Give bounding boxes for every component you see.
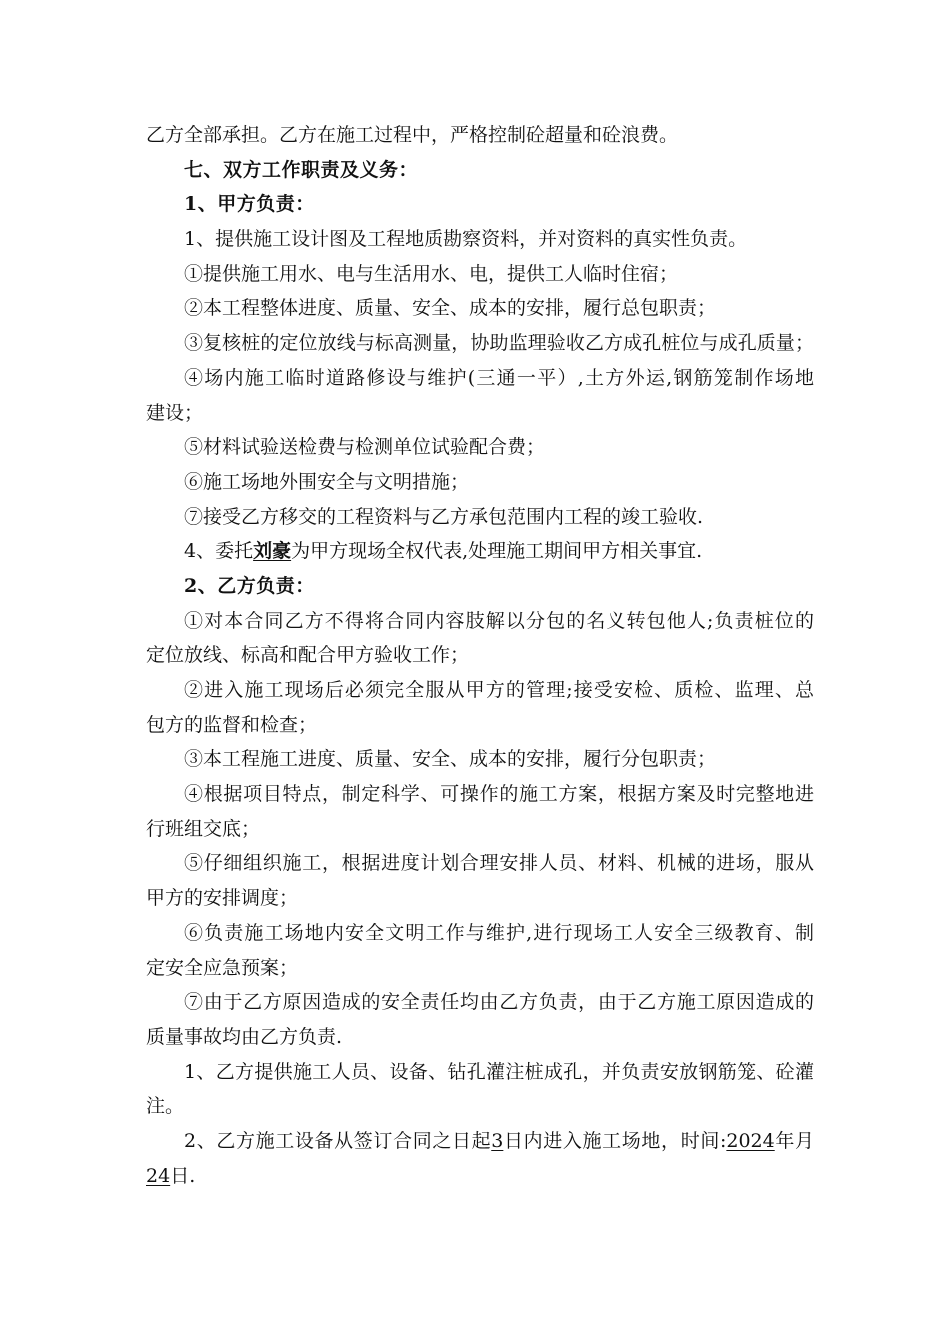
contract-page [146, 118, 814, 1193]
paragraph-line: 1、提供施工设计图及工程地质勘察资料，并对资料的真实性负责。 [184, 228, 748, 251]
list-item-continuation: 质量事故均由乙方负责. [146, 1025, 343, 1048]
paragraph-line [146, 534, 814, 569]
list-item: ⑦由于乙方原因造成的安全责任均由乙方负责，由于乙方施工原因造成的 [184, 991, 814, 1014]
subsection-heading: 2、乙方负责： [184, 574, 315, 597]
list-item: ⑦接受乙方移交的工程资料与乙方承包范围内工程的竣工验收. [184, 505, 704, 528]
text-segment: 日内进入施工场地，时间: [503, 1129, 727, 1152]
paragraph-continuation [146, 1159, 814, 1194]
list-item: ④场内施工临时道路修设与维护(三通一平）,土方外运,钢筋笼制作场地 [184, 366, 814, 389]
text-segment: 年月 [774, 1129, 814, 1152]
text-segment: 为甲方现场全权代表,处理施工期间甲方相关事宜. [291, 540, 703, 563]
paragraph-line: 1、乙方提供施工人员、设备、钻孔灌注桩成孔，并负责安放钢筋笼、砼灌 [184, 1060, 814, 1083]
list-item: ⑤仔细组织施工，根据进度计划合理安排人员、材料、机械的进场，服从 [184, 852, 814, 875]
section-heading: 七、双方工作职责及义务： [184, 158, 419, 181]
text-segment: 2、乙方施工设备从签订合同之日起 [184, 1129, 492, 1152]
list-item: ①提供施工用水、电与生活用水、电，提供工人临时住宿； [184, 262, 679, 285]
text-segment: 日. [170, 1164, 196, 1187]
list-item: ③本工程施工进度、质量、安全、成本的安排，履行分包职责； [184, 748, 717, 771]
entry-year: 2024 [726, 1129, 775, 1152]
text-segment: 4、委托 [184, 540, 254, 563]
representative-name: 刘豪 [253, 540, 292, 563]
list-item: ②本工程整体进度、质量、安全、成本的安排，履行总包职责； [184, 297, 717, 320]
list-item: ①对本合同乙方不得将合同内容肢解以分包的名义转包他人;负责桩位的 [184, 609, 814, 632]
list-item-continuation: 甲方的安排调度； [146, 887, 299, 910]
paragraph-line: 乙方全部承担。乙方在施工过程中，严格控制砼超量和砼浪费。 [146, 124, 679, 146]
list-item-continuation: 行班组交底； [146, 817, 261, 840]
paragraph-line [146, 1124, 814, 1159]
subsection-heading: 1、甲方负责： [184, 193, 315, 216]
list-item: ②进入施工现场后必须完全服从甲方的管理;接受安检、质检、监理、总 [184, 679, 814, 701]
list-item-continuation: 定位放线、标高和配合甲方验收工作； [146, 644, 470, 667]
entry-day: 24 [146, 1164, 171, 1187]
list-item: ⑥负责施工场地内安全文明工作与维护,进行现场工人安全三级教育、制 [184, 921, 814, 944]
list-item-continuation: 建设； [146, 401, 204, 424]
list-item-continuation: 定安全应急预案； [146, 956, 299, 979]
entry-days: 3 [491, 1129, 504, 1152]
list-item-continuation: 包方的监督和检查； [146, 713, 318, 736]
list-item: ⑤材料试验送检费与检测单位试验配合费； [184, 436, 546, 459]
paragraph-continuation: 注。 [146, 1095, 185, 1118]
list-item: ④根据项目特点，制定科学、可操作的施工方案，根据方案及时完整地进 [184, 783, 814, 806]
list-item: ⑥施工场地外围安全与文明措施； [184, 470, 470, 493]
list-item: ③复核桩的定位放线与标高测量，协助监理验收乙方成孔桩位与成孔质量； [184, 332, 814, 355]
